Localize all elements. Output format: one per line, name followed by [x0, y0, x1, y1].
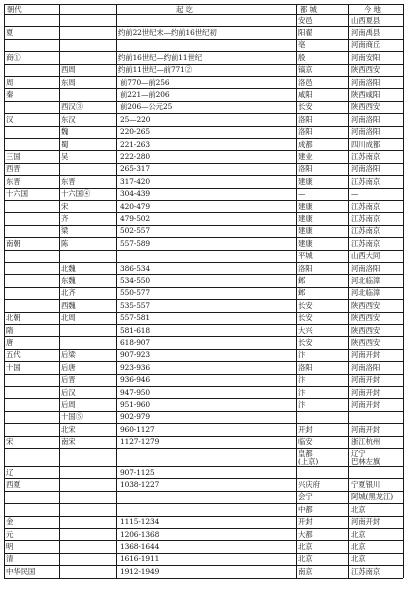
sub-dynasty-cell: 东汉	[61, 114, 76, 124]
period-cell: 前206—公元25	[120, 102, 173, 112]
period-cell: 1206-1368	[120, 529, 160, 539]
sub-dynasty-cell: 宋	[61, 201, 69, 211]
period-cell: 1127-1279	[120, 437, 160, 447]
header-dynasty: 朝代	[7, 5, 22, 14]
sub-dynasty-cell: 东魏	[61, 275, 76, 285]
modern-location-cell: 河南开封	[351, 387, 381, 397]
modern-location-cell: 四川成都	[351, 139, 381, 149]
sub-dynasty-cell: 后唐	[61, 362, 76, 372]
dynasty-cell: 汉	[6, 114, 14, 124]
modern-location-cell: 河南安阳	[351, 52, 381, 62]
capital-cell: 长安	[298, 337, 313, 347]
header-capital: 都 城	[300, 5, 317, 14]
capital-cell: 洛阳	[298, 164, 313, 174]
capital-cell: 北京	[298, 541, 313, 551]
dynasty-cell: 夏	[6, 27, 14, 37]
period-cell: 221-263	[120, 139, 151, 149]
row-divider	[4, 88, 403, 89]
capital-cell: 建康	[298, 226, 313, 236]
period-cell: 265-317	[120, 164, 151, 174]
sub-dynasty-cell: 东晋	[61, 176, 76, 186]
period-cell: 534-550	[120, 275, 151, 285]
capital-cell: 会宁	[298, 492, 313, 502]
modern-location-cell: 宁夏银川	[351, 479, 381, 489]
period-cell: 923-936	[120, 362, 151, 372]
sub-dynasty-cell: 北齐	[61, 288, 76, 298]
modern-location-cell: 山西大同	[351, 251, 381, 261]
period-cell: 约前22世纪末—约前16世纪初	[118, 27, 217, 37]
dynasty-cell: 西夏	[6, 479, 21, 489]
sub-dynasty-cell: 后周	[61, 399, 76, 409]
capital-cell: —	[298, 189, 306, 199]
capital-cell: 长安	[298, 102, 313, 112]
modern-location-cell: 江苏南京	[351, 566, 381, 576]
dynasty-cell: 十国	[6, 362, 21, 372]
dynasty-cell: 秦	[6, 89, 14, 99]
period-cell: 304-439	[120, 189, 151, 199]
capital-cell: 中都	[298, 504, 313, 514]
capital-cell: 建康	[298, 176, 313, 186]
period-cell: 222-280	[120, 151, 151, 161]
modern-location-cell: 江苏南京	[351, 213, 381, 223]
row-divider	[4, 51, 403, 52]
row-divider	[4, 540, 403, 541]
dynasty-cell: 元	[6, 529, 14, 539]
sub-dynasty-cell: 北周	[61, 313, 76, 323]
period-cell: 907-1125	[120, 467, 155, 477]
period-cell: 317-420	[120, 176, 151, 186]
period-cell: 951-960	[120, 399, 151, 409]
modern-location-cell: 河南开封	[351, 399, 381, 409]
modern-location-cell: 陕西西安	[351, 325, 381, 335]
period-cell: 618-907	[120, 337, 151, 347]
row-divider	[4, 553, 403, 554]
row-divider	[4, 324, 403, 325]
dynasty-cell: 商①	[6, 52, 21, 62]
modern-location-cell: 辽宁 巴林左旗	[351, 448, 381, 466]
modern-location-cell: 陕西西安	[351, 300, 381, 310]
period-cell: 550-577	[120, 288, 151, 298]
capital-cell: 汴	[298, 387, 306, 397]
table-top-border	[4, 4, 403, 5]
capital-cell: 兴庆府	[298, 479, 320, 489]
period-cell: 936-946	[120, 375, 151, 385]
modern-location-cell: 江苏南京	[351, 201, 381, 211]
period-cell: 960-1127	[120, 424, 155, 434]
column-divider	[403, 4, 404, 578]
sub-dynasty-cell: 东周	[61, 77, 76, 87]
capital-cell: 邺	[298, 275, 306, 285]
capital-cell: 大都	[298, 529, 313, 539]
row-divider	[4, 163, 403, 164]
sub-dynasty-cell: 十国⑤	[61, 412, 83, 422]
period-cell: 902-979	[120, 412, 151, 422]
capital-cell: 建康	[298, 213, 313, 223]
period-cell: 581-618	[120, 325, 151, 335]
modern-location-cell: 陕西咸阳	[351, 89, 381, 99]
row-divider	[4, 528, 403, 529]
capital-cell: 安邑	[298, 15, 313, 25]
modern-location-cell: 江苏南京	[351, 176, 381, 186]
capital-cell: 开封	[298, 424, 313, 434]
capital-cell: 皇都 (上京)	[298, 448, 319, 466]
dynasty-cell: 辽	[6, 467, 14, 477]
modern-location-cell: 江苏南京	[351, 238, 381, 248]
modern-location-cell: 陕西西安	[351, 337, 381, 347]
period-cell: 1368-1644	[120, 541, 160, 551]
sub-dynasty-cell: 魏	[61, 127, 69, 137]
modern-location-cell: 江苏南京	[351, 226, 381, 236]
sub-dynasty-cell: 吴	[61, 151, 69, 161]
row-divider	[4, 448, 403, 449]
period-cell: 1038-1227	[120, 479, 160, 489]
modern-location-cell: 北京	[351, 529, 366, 539]
capital-cell: 亳	[298, 40, 306, 50]
sub-dynasty-cell: 后梁	[61, 350, 76, 360]
capital-cell: 洛邑	[298, 77, 313, 87]
sub-dynasty-cell: 蜀	[61, 139, 69, 149]
dynasty-cell: 唐	[6, 337, 14, 347]
capital-cell: 建业	[298, 151, 313, 161]
dynasty-cell: 北朝	[6, 313, 21, 323]
modern-location-cell: —	[351, 189, 359, 199]
period-cell: 1912-1949	[120, 566, 160, 576]
header-modern: 今 地	[364, 5, 381, 14]
modern-location-cell: 陕西西安	[351, 65, 381, 75]
capital-cell: 南京	[298, 566, 313, 576]
period-cell: 420-479	[120, 201, 151, 211]
row-divider	[4, 516, 403, 517]
row-divider	[4, 466, 403, 467]
column-divider	[116, 4, 117, 578]
modern-location-cell: 河北临漳	[351, 288, 381, 298]
dynasty-cell: 十六国	[6, 189, 28, 199]
capital-cell: 邺	[298, 288, 306, 298]
period-cell: 220-265	[120, 127, 151, 137]
modern-location-cell: 河南洛阳	[351, 362, 381, 372]
sub-dynasty-cell: 北魏	[61, 263, 76, 273]
dynasty-cell: 金	[6, 517, 14, 527]
modern-location-cell: 陕西西安	[351, 313, 381, 323]
capital-cell: 洛阳	[298, 114, 313, 124]
sub-dynasty-cell: 梁	[61, 226, 69, 236]
capital-cell: 殷	[298, 52, 306, 62]
sub-dynasty-cell: 后晋	[61, 375, 76, 385]
modern-location-cell: 浙江杭州	[351, 437, 381, 447]
dynasty-cell: 隋	[6, 325, 14, 335]
capital-cell: 长安	[298, 313, 313, 323]
capital-cell: 阳翟	[298, 27, 313, 37]
modern-location-cell: 北京	[351, 554, 366, 564]
sub-dynasty-cell: 西周	[61, 65, 76, 75]
capital-cell: 汴	[298, 350, 306, 360]
capital-cell: 临安	[298, 437, 313, 447]
dynasty-cell: 周	[6, 77, 14, 87]
capital-cell: 咸阳	[298, 89, 313, 99]
dynasty-cell: 清	[6, 554, 14, 564]
dynasty-cell: 南朝	[6, 238, 21, 248]
period-cell: 557-589	[120, 238, 151, 248]
row-divider	[4, 39, 403, 40]
capital-cell: 建康	[298, 238, 313, 248]
modern-location-cell: 江苏南京	[351, 151, 381, 161]
sub-dynasty-cell: 西魏	[61, 300, 76, 310]
row-divider	[4, 491, 403, 492]
modern-location-cell: 河南开封	[351, 517, 381, 527]
row-divider	[4, 478, 403, 479]
modern-location-cell: 阿城(黑龙江)	[351, 492, 394, 502]
capital-cell: 建康	[298, 201, 313, 211]
capital-cell: 汴	[298, 375, 306, 385]
period-cell: 907-923	[120, 350, 151, 360]
dynasty-cell: 西晋	[6, 164, 21, 174]
modern-location-cell: 山西夏县	[351, 15, 381, 25]
capital-cell: 汴	[298, 399, 306, 409]
capital-cell: 洛阳	[298, 362, 313, 372]
period-cell: 前770—前256	[120, 77, 170, 87]
modern-location-cell: 陕西西安	[351, 102, 381, 112]
capital-cell: 北京	[298, 554, 313, 564]
period-cell: 947-950	[120, 387, 151, 397]
row-divider	[4, 250, 403, 251]
row-divider	[4, 503, 403, 504]
dynasty-cell: 明	[6, 541, 14, 551]
period-cell: 479-502	[120, 213, 151, 223]
capital-cell: 平城	[298, 251, 313, 261]
row-divider	[4, 14, 403, 15]
column-divider	[296, 4, 297, 578]
capital-cell: 大兴	[298, 325, 313, 335]
modern-location-cell: 北京	[351, 504, 366, 514]
modern-location-cell: 河南开封	[351, 424, 381, 434]
period-cell: 535-557	[120, 300, 151, 310]
column-divider	[4, 4, 5, 578]
capital-cell: 成都	[298, 139, 313, 149]
sub-dynasty-cell: 北宋	[61, 424, 76, 434]
header-period: 起 讫	[176, 5, 193, 14]
period-cell: 1616-1911	[120, 554, 160, 564]
capital-cell: 长安	[298, 300, 313, 310]
modern-location-cell: 河南开封	[351, 375, 381, 385]
period-cell: 502-557	[120, 226, 151, 236]
sub-dynasty-cell: 陈	[61, 238, 69, 248]
period-cell: 前221—前206	[120, 89, 170, 99]
column-divider	[59, 4, 60, 578]
row-divider	[4, 336, 403, 337]
sub-dynasty-cell: 南宋	[61, 437, 76, 447]
modern-location-cell: 河南禹县	[351, 27, 381, 37]
period-cell: 1115-1234	[120, 517, 160, 527]
column-divider	[348, 4, 349, 578]
sub-dynasty-cell: 西汉③	[61, 102, 83, 112]
dynasty-cell: 宋	[6, 437, 14, 447]
period-cell: 约前11世纪—前771②	[118, 65, 193, 75]
modern-location-cell: 河南洛阳	[351, 164, 381, 174]
period-cell: 25—220	[120, 114, 151, 124]
modern-location-cell: 河南洛阳	[351, 263, 381, 273]
dynasty-cell: 中华民国	[6, 566, 36, 576]
row-divider	[4, 565, 403, 566]
modern-location-cell: 北京	[351, 541, 366, 551]
capital-cell: 洛阳	[298, 263, 313, 273]
modern-location-cell: 河南商丘	[351, 40, 381, 50]
dynasty-cell: 东晋	[6, 176, 21, 186]
modern-location-cell: 河南洛阳	[351, 114, 381, 124]
modern-location-cell: 河北临漳	[351, 275, 381, 285]
capital-cell: 开封	[298, 517, 313, 527]
period-cell: 386-534	[120, 263, 151, 273]
modern-location-cell: 河南洛阳	[351, 127, 381, 137]
sub-dynasty-cell: 齐	[61, 213, 69, 223]
row-divider	[4, 578, 403, 579]
dynasty-cell: 三国	[6, 151, 21, 161]
period-cell: 约前16世纪—约前11世纪	[118, 52, 203, 62]
modern-location-cell: 河南开封	[351, 350, 381, 360]
sub-dynasty-cell: 后汉	[61, 387, 76, 397]
dynasty-cell: 五代	[6, 350, 21, 360]
sub-dynasty-cell: 十六国④	[61, 189, 91, 199]
modern-location-cell: 河南洛阳	[351, 77, 381, 87]
capital-cell: 镐京	[298, 65, 313, 75]
capital-cell: 洛阳	[298, 127, 313, 137]
period-cell: 557-581	[120, 313, 151, 323]
